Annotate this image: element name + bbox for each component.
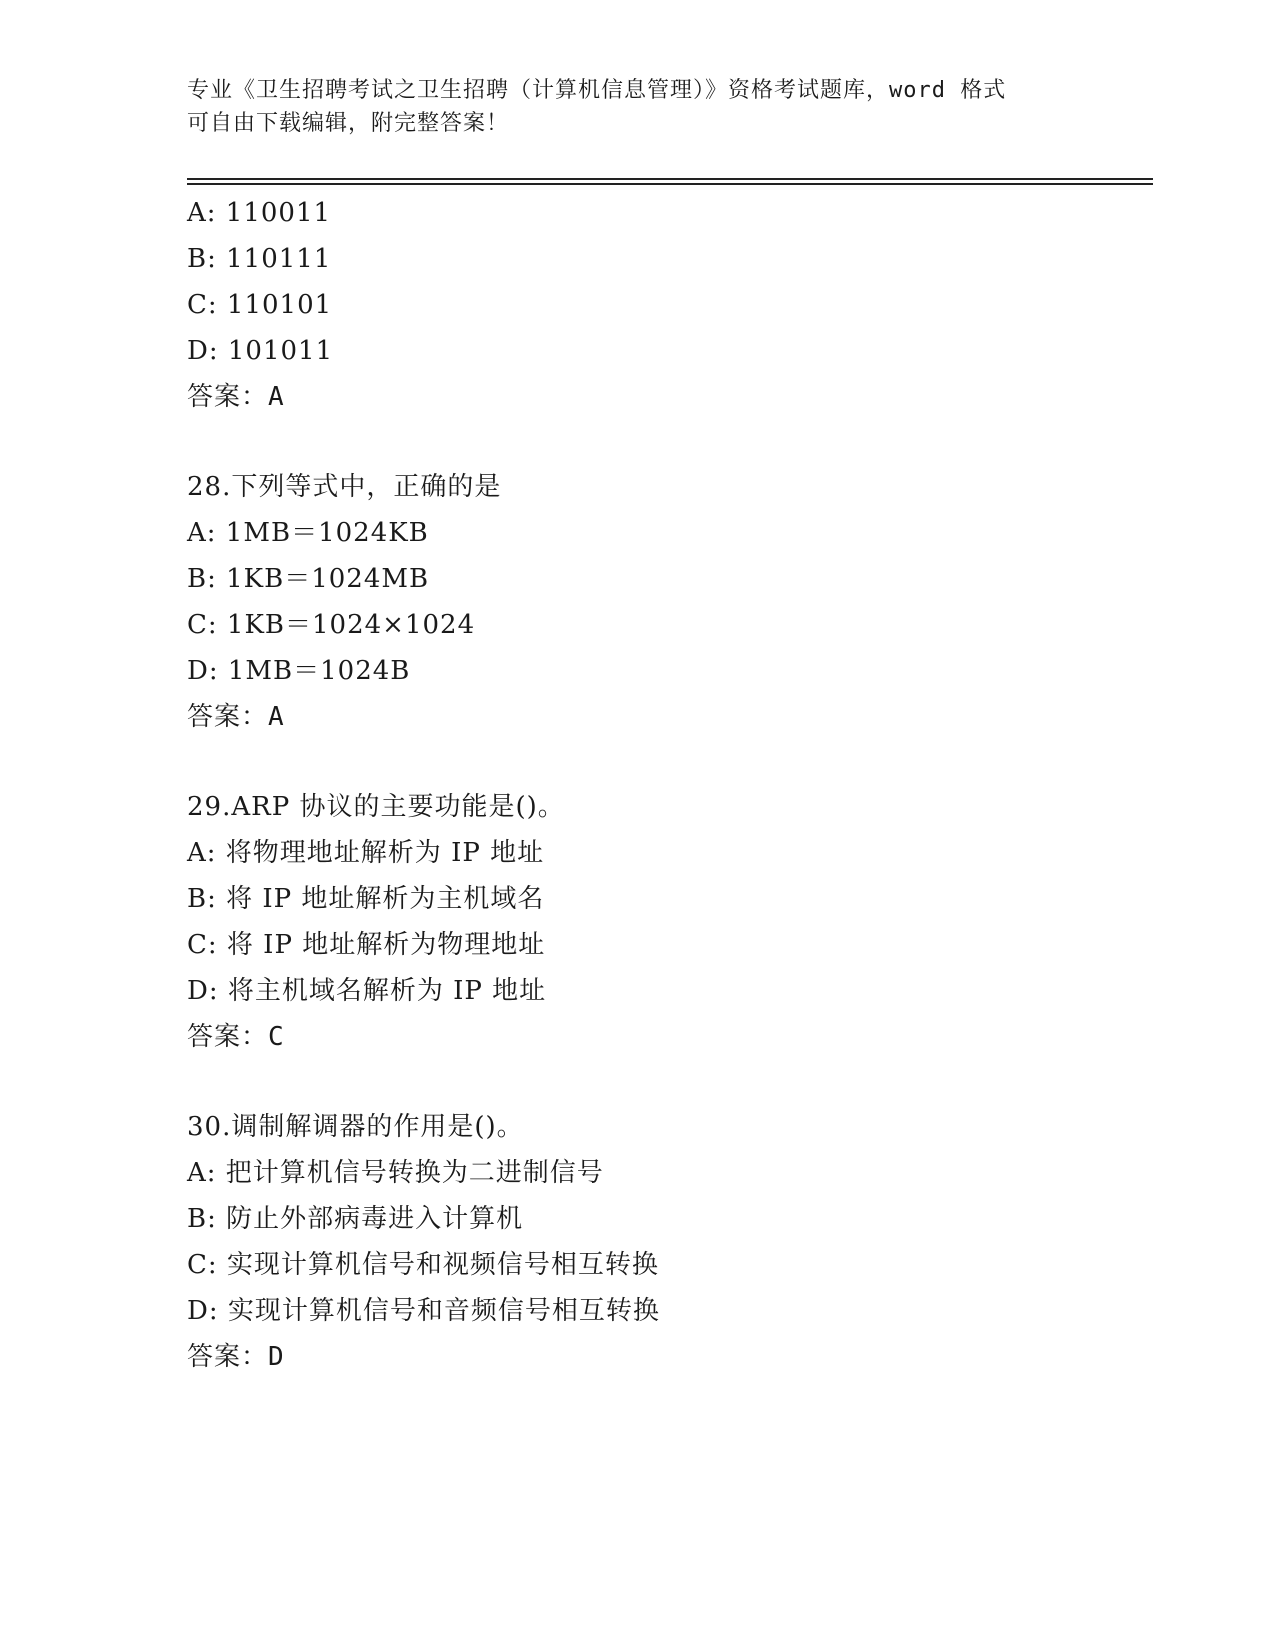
option-c: C: 110101 [187, 290, 333, 320]
option-d: D: 101011 [187, 336, 334, 366]
option-c: C: 实现计算机信号和视频信号相互转换 [187, 1250, 659, 1280]
option-d: D: 将主机域名解析为 IP 地址 [187, 976, 547, 1006]
option-a: A: 1MB＝1024KB [187, 518, 429, 548]
question-27 [187, 190, 1147, 420]
option-d: D: 实现计算机信号和音频信号相互转换 [187, 1296, 660, 1326]
question-title: 29.ARP 协议的主要功能是()。 [187, 792, 565, 822]
option-c: C: 将 IP 地址解析为物理地址 [187, 930, 546, 960]
option-b: B: 防止外部病毒进入计算机 [187, 1204, 524, 1234]
option-b: B: 将 IP 地址解析为主机域名 [187, 884, 545, 914]
spacer [187, 1060, 1147, 1104]
option-a: A: 将物理地址解析为 IP 地址 [187, 838, 545, 868]
document-header [187, 74, 1087, 140]
option-a: A: 把计算机信号转换为二进制信号 [187, 1158, 604, 1188]
option-b: B: 110111 [187, 244, 332, 274]
question-28 [187, 464, 1147, 740]
header-line-2: 可自由下载编辑，附完整答案！ [187, 111, 510, 136]
question-29 [187, 784, 1147, 1060]
spacer [187, 740, 1147, 784]
question-title: 28.下列等式中，正确的是 [187, 472, 502, 502]
question-30 [187, 1104, 1147, 1380]
answer: 答案：A [187, 382, 285, 412]
option-a: A: 110011 [187, 198, 332, 228]
spacer [187, 420, 1147, 464]
answer: 答案：D [187, 1342, 285, 1372]
header-divider-bottom [187, 183, 1153, 185]
question-title: 30.调制解调器的作用是()。 [187, 1112, 524, 1142]
option-b: B: 1KB＝1024MB [187, 564, 430, 594]
option-c: C: 1KB＝1024×1024 [187, 610, 476, 640]
header-line-1: 专业《卫生招聘考试之卫生招聘（计算机信息管理）》资格考试题库，word 格式 [187, 78, 1007, 103]
answer: 答案：C [187, 1022, 285, 1052]
answer: 答案：A [187, 702, 285, 732]
option-d: D: 1MB＝1024B [187, 656, 411, 686]
question-list [187, 190, 1147, 1380]
header-divider-top [187, 178, 1153, 180]
